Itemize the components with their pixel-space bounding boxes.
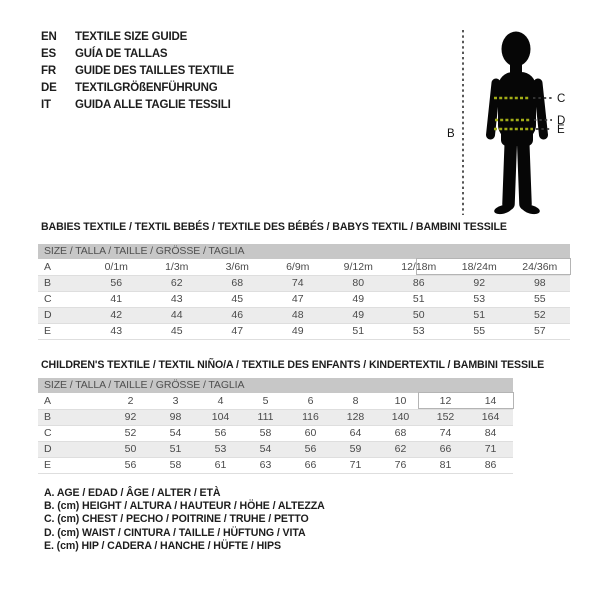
table-cell: 14 bbox=[468, 394, 513, 410]
table-cell: 51 bbox=[153, 442, 198, 458]
row-label: B bbox=[38, 276, 86, 292]
legend-item: D. (cm) WAIST / CINTURA / TAILLE / HÜFTUNG / VITA bbox=[44, 526, 306, 539]
table-cell: 55 bbox=[510, 292, 571, 308]
table-cell: 54 bbox=[153, 426, 198, 442]
table-cell: 12/18m bbox=[389, 260, 450, 276]
language-code: DE bbox=[41, 81, 57, 94]
table-cell: 44 bbox=[147, 308, 208, 324]
table-cell: 81 bbox=[423, 458, 468, 474]
table-cell: 61 bbox=[198, 458, 243, 474]
row-label: A bbox=[38, 260, 86, 276]
table-cell: 80 bbox=[328, 276, 389, 292]
language-title: TEXTILE SIZE GUIDE bbox=[75, 31, 188, 43]
table-cell: 53 bbox=[389, 324, 450, 340]
table-row bbox=[38, 458, 513, 474]
table-cell: 84 bbox=[468, 426, 513, 442]
table-cell: 49 bbox=[328, 308, 389, 324]
table-cell: 76 bbox=[378, 458, 423, 474]
language-code: ES bbox=[41, 47, 56, 60]
row-label: E bbox=[38, 458, 108, 474]
table-row bbox=[38, 442, 513, 458]
language-title: GUÍA DE TALLAS bbox=[75, 47, 168, 60]
table-cell: 66 bbox=[423, 442, 468, 458]
table-cell: 52 bbox=[108, 426, 153, 442]
table-cell: 56 bbox=[198, 426, 243, 442]
child-silhouette-icon bbox=[440, 10, 595, 225]
table-row bbox=[38, 308, 570, 324]
table-cell: 4 bbox=[198, 394, 243, 410]
table-cell: 6/9m bbox=[268, 260, 329, 276]
table-cell: 45 bbox=[207, 292, 268, 308]
table-cell: 56 bbox=[288, 442, 333, 458]
table-cell: 45 bbox=[147, 324, 208, 340]
table-row bbox=[38, 410, 513, 426]
table-cell: 18/24m bbox=[449, 260, 510, 276]
table-cell: 74 bbox=[423, 426, 468, 442]
table-cell: 68 bbox=[207, 276, 268, 292]
babies-section-title: BABIES TEXTILE / TEXTIL BEBÉS / TEXTILE DES BÉBÉS / BABYS TEXTIL / BAMBINI TESSILE bbox=[41, 221, 507, 233]
table-cell: 52 bbox=[510, 308, 571, 324]
row-label: D bbox=[38, 308, 86, 324]
table-cell: 47 bbox=[268, 292, 329, 308]
child-silhouette bbox=[491, 32, 544, 216]
table-cell: 48 bbox=[268, 308, 329, 324]
table-cell: 68 bbox=[378, 426, 423, 442]
table-cell: 98 bbox=[153, 410, 198, 426]
table-cell: 59 bbox=[333, 442, 378, 458]
table-size-header: SIZE / TALLA / TAILLE / GRÖSSE / TAGLIA bbox=[38, 244, 570, 260]
table-cell: 49 bbox=[268, 324, 329, 340]
row-label: C bbox=[38, 426, 108, 442]
table-header-row bbox=[38, 378, 513, 394]
row-label: C bbox=[38, 292, 86, 308]
table-cell: 57 bbox=[510, 324, 571, 340]
table-cell: 71 bbox=[468, 442, 513, 458]
table-cell: 43 bbox=[147, 292, 208, 308]
table-cell: 43 bbox=[86, 324, 147, 340]
table-row bbox=[38, 324, 570, 340]
table-cell: 71 bbox=[333, 458, 378, 474]
language-title: TEXTILGRÖßENFÜHRUNG bbox=[75, 81, 218, 94]
babies-size-table bbox=[38, 244, 570, 340]
table-cell: 128 bbox=[333, 410, 378, 426]
table-cell: 58 bbox=[243, 426, 288, 442]
table-cell: 111 bbox=[243, 410, 288, 426]
table-cell: 104 bbox=[198, 410, 243, 426]
children-table-wrap bbox=[38, 378, 513, 474]
table-cell: 62 bbox=[378, 442, 423, 458]
row-label: B bbox=[38, 410, 108, 426]
table-cell: 2 bbox=[108, 394, 153, 410]
table-cell: 56 bbox=[108, 458, 153, 474]
table-cell: 49 bbox=[328, 292, 389, 308]
table-row bbox=[38, 292, 570, 308]
table-cell: 55 bbox=[449, 324, 510, 340]
table-cell: 10 bbox=[378, 394, 423, 410]
table-row bbox=[38, 426, 513, 442]
table-cell: 3/6m bbox=[207, 260, 268, 276]
table-size-header: SIZE / TALLA / TAILLE / GRÖSSE / TAGLIA bbox=[38, 378, 513, 394]
table-cell: 9/12m bbox=[328, 260, 389, 276]
table-cell: 51 bbox=[449, 308, 510, 324]
table-cell: 92 bbox=[108, 410, 153, 426]
babies-table-wrap bbox=[38, 244, 570, 340]
table-cell: 50 bbox=[389, 308, 450, 324]
table-row bbox=[38, 260, 570, 276]
table-cell: 46 bbox=[207, 308, 268, 324]
children-section-title: CHILDREN'S TEXTILE / TEXTIL NIÑO/A / TEXTILE DES ENFANTS / KINDERTEXTIL / BAMBINI TESSILE bbox=[41, 359, 545, 371]
table-cell: 8 bbox=[333, 394, 378, 410]
table-cell: 53 bbox=[449, 292, 510, 308]
language-code: IT bbox=[41, 98, 51, 111]
legend-item: B. (cm) HEIGHT / ALTURA / HAUTEUR / HÖHE / ALTEZZA bbox=[44, 500, 325, 513]
table-cell: 66 bbox=[288, 458, 333, 474]
table-cell: 140 bbox=[378, 410, 423, 426]
height-label: B bbox=[447, 128, 455, 140]
table-cell: 64 bbox=[333, 426, 378, 442]
measurement-legend bbox=[44, 487, 325, 553]
row-label: E bbox=[38, 324, 86, 340]
children-size-table bbox=[38, 378, 513, 474]
table-cell: 74 bbox=[268, 276, 329, 292]
table-cell: 86 bbox=[468, 458, 513, 474]
table-cell: 6 bbox=[288, 394, 333, 410]
table-row bbox=[38, 394, 513, 410]
table-cell: 1/3m bbox=[147, 260, 208, 276]
waist-label: D bbox=[557, 115, 566, 127]
table-cell: 50 bbox=[108, 442, 153, 458]
language-row bbox=[41, 82, 234, 99]
table-cell: 63 bbox=[243, 458, 288, 474]
table-cell: 86 bbox=[389, 276, 450, 292]
table-cell: 47 bbox=[207, 324, 268, 340]
language-code: FR bbox=[41, 64, 56, 77]
language-title: GUIDA ALLE TAGLIE TESSILI bbox=[75, 98, 231, 111]
language-code: EN bbox=[41, 31, 57, 43]
child-measurement-figure bbox=[440, 10, 595, 225]
language-row bbox=[41, 99, 234, 116]
table-cell: 53 bbox=[198, 442, 243, 458]
table-cell: 54 bbox=[243, 442, 288, 458]
table-row bbox=[38, 276, 570, 292]
table-cell: 56 bbox=[86, 276, 147, 292]
row-label: D bbox=[38, 442, 108, 458]
language-list bbox=[41, 31, 234, 115]
legend-item: A. AGE / EDAD / ÂGE / ALTER / ETÀ bbox=[44, 487, 221, 499]
row-label: A bbox=[38, 394, 108, 410]
table-cell: 42 bbox=[86, 308, 147, 324]
legend-item: C. (cm) CHEST / PECHO / POITRINE / TRUHE / PETTO bbox=[44, 513, 309, 526]
chest-label: C bbox=[557, 93, 566, 105]
hip-label: E bbox=[557, 124, 565, 136]
table-cell: 98 bbox=[510, 276, 571, 292]
table-cell: 116 bbox=[288, 410, 333, 426]
table-cell: 12 bbox=[423, 394, 468, 410]
table-cell: 51 bbox=[389, 292, 450, 308]
language-row bbox=[41, 31, 234, 48]
table-header-row bbox=[38, 244, 570, 260]
table-cell: 60 bbox=[288, 426, 333, 442]
table-cell: 51 bbox=[328, 324, 389, 340]
legend-item: E. (cm) HIP / CADERA / HANCHE / HÜFTE / HIPS bbox=[44, 539, 281, 552]
table-cell: 3 bbox=[153, 394, 198, 410]
table-cell: 62 bbox=[147, 276, 208, 292]
table-cell: 41 bbox=[86, 292, 147, 308]
table-cell: 58 bbox=[153, 458, 198, 474]
language-title: GUIDE DES TAILLES TEXTILE bbox=[75, 64, 234, 77]
table-cell: 0/1m bbox=[86, 260, 147, 276]
language-row bbox=[41, 48, 234, 65]
language-row bbox=[41, 65, 234, 82]
table-cell: 92 bbox=[449, 276, 510, 292]
table-cell: 152 bbox=[423, 410, 468, 426]
table-cell: 24/36m bbox=[510, 260, 571, 276]
table-cell: 164 bbox=[468, 410, 513, 426]
table-cell: 5 bbox=[243, 394, 288, 410]
